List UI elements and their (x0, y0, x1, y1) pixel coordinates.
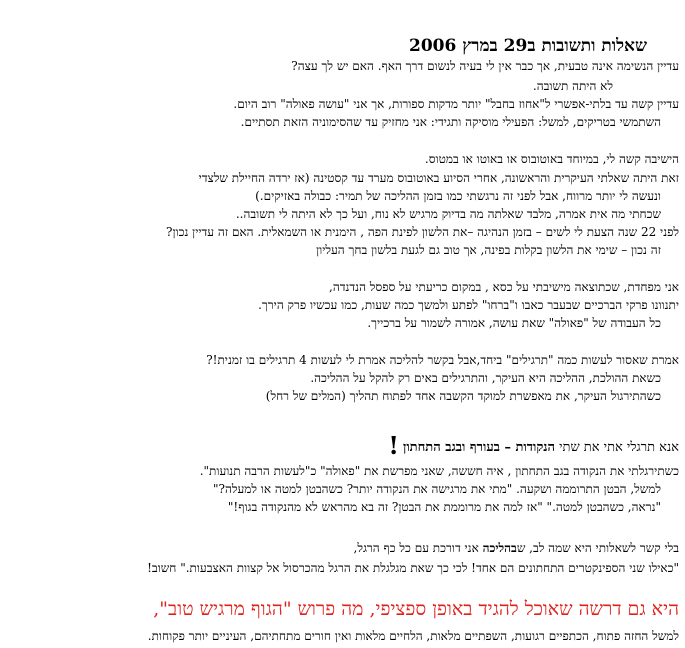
answer-line: כשאת ההולכת, ההליכה היא העיקר, והתרגילים באים רק להקל על ההליכה. (310, 371, 661, 385)
answer-line: "נראה, כשהבטן למטה." "אז למה את מרוממת את הבטן? זה בא מהראש לא מהנקודה בגוף!" (227, 500, 661, 514)
question-line: אמרת שאסור לעשות כמה "תרגילים" ביחד,אבל בקשר להליכה אמרת לי לעשות 4 תרגילים בו זמנית!? (206, 353, 679, 367)
question-line: יתנוונו פרקי הברכיים שבעבר כאבו ו"ברחו" לפתע ולמשך כמה שעות, כמו עכשיו פרק הירך. (258, 298, 679, 312)
question-line: עדיין הנשימה אינה טבעית, אך כבר אין לי בעיה לנשום דרך האף. האם יש לך עצה? (291, 59, 679, 73)
request-line (388, 431, 679, 460)
note-highlight: בהליכה (482, 541, 517, 555)
document-title: שאלות ותשובות ב29 במרץ 2006 (409, 36, 647, 56)
question-line: עדיין קשה עד בלתי-אפשרי ל"אחוז בחבל" יותר מדקות ספורות, אך אני "עושה פאולה" רוב היום. (233, 97, 679, 111)
note-text: בלי קשר לשאלותי היא שמה לב, ש (516, 541, 679, 555)
question-line: אני מפחדת, שכתוצאה מישיבתי על כסא , במקום כריעתי על ספסל הנדנדה, (329, 280, 679, 294)
answer-line: כל העבודה של "פאולה" שאת עושה, אמורה לשמור על ברכייך. (367, 316, 661, 330)
answer-line: זה נכון – שימי את הלשון בקלות בפינה, אך טוב גם לגעת בלשון בחך העליון (316, 243, 661, 257)
answer-line: כשתירגלתי את הנקודה בגב התחתון , איה חששה, שאני מפרשת את "פאולה" כ"לעשות הרבה תנועות". (199, 464, 679, 478)
answer-line: כשהתירגול העיקר, את מאפשרת למוקד הקשבה אחד לפתוח תהליך (המלים של רחל) (265, 389, 661, 403)
question-line: לפני 22 שנה הצעת לי לשים – בזמן הנהיגה –את הלשון לפינת הפה , הימנית או השמאלית. האם זה עדיין נכון? (166, 225, 679, 239)
answer-line: למשל, הבטן התרוממה ושקעה. "מתי את מרגישה את הנקודה יותר? כשהבטן למטה או למעלה?" (212, 482, 661, 496)
note-line (354, 540, 679, 556)
answer-line: השתמשי בטריקים, למשל: הפעילי מוסיקה ותגידי: אני מחזיק עד שהסימוניה הזאת תסתיים. (240, 115, 661, 129)
answer-line: שכחתי מה אית אמרה, מלבד שאלתה מה בדיוק מרגיש לא נוח, ועל כך לא היתה לי תשובה.. (235, 207, 661, 221)
question-line: זאת היתה שאלתי העיקרית והראשונה, אחרי הסיוע באוטובוס מערד עד קסטינה (אז ירדה החיילת שלצדי (198, 171, 679, 185)
exclamation-mark: ! (388, 431, 399, 460)
question-line: הישיבה קשה לי, במיוחד באוטובוס או באוטו או במטוס. (424, 152, 679, 166)
note-text-end: אני דורכת עם כל כף הרגל, (353, 541, 483, 555)
question-line: ונעשה לי יותר מרווח, אבל לפני זה נרגשתי כמו בזמן ההליכה של תמיר: כבולה באזיקים.) (255, 189, 661, 203)
request-highlight: הנקודות – בעורף ובגב התחתון (403, 440, 555, 455)
answer-line: לא היתה תשובה. (532, 79, 613, 93)
request-text: אנא תרגלי אתי את שתי (559, 440, 679, 455)
note-line: למשל החזה פתוח, הכתפיים רגועות, השפתיים מלאות, הלחיים מלאות ואין חורים מתחתיהם, העיניים יותר פקוחות. (147, 629, 679, 643)
highlight-line: היא גם דרשה שאוכל להגיד באופן ספציפי, מה פרוש "הגוף מרגיש טוב", (153, 598, 679, 620)
note-line: "כאילו שני הספינקטרים התחתונים הם אחד! לכי כך שאת מגלגלת את הרגל מהכרסול אל קצוות האצבעות." חשוב! (147, 561, 679, 575)
